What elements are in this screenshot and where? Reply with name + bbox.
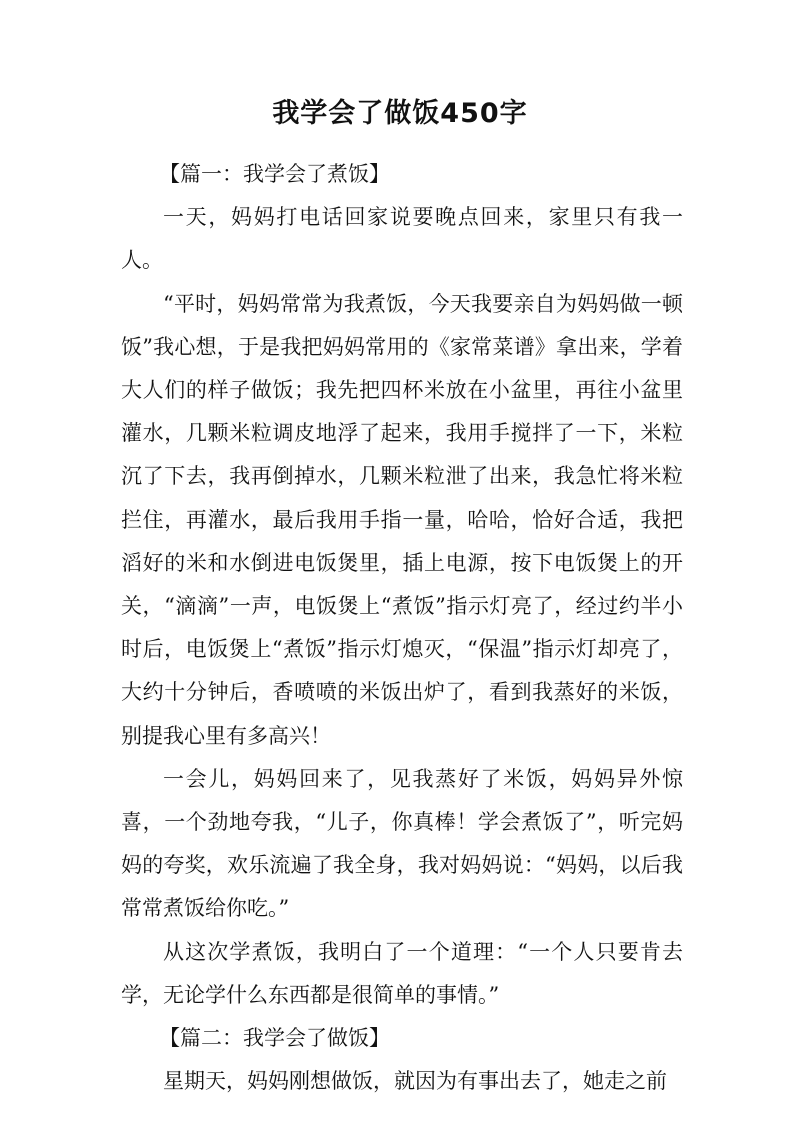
paragraph-5: 星期天，妈妈刚想做饭，就因为有事出去了，她走之前 <box>163 1069 667 1094</box>
document-body <box>121 153 683 1103</box>
paragraph-4: 从这次学煮饭，我明白了一个道理：“一个人只要肯去学，无论学什么东西都是很简单的事情。” <box>121 939 683 1007</box>
paragraph-1: 一天，妈妈打电话回家说要晚点回来，家里只有我一人。 <box>121 205 683 273</box>
paragraph-2: “平时，妈妈常常为我煮饭，今天我要亲自为妈妈做一顿饭”我心想，于是我把妈妈常用的《家常菜谱》拿出来，学着大人们的样子做饭；我先把四杯米放在小盆里，再往小盆里灌水，几颗米粒调皮地浮了起来，我用手搅拌了一下，米粒沉了下去，我再倒掉水，几颗米粒泄了出来，我急忙将米粒拦住，再灌水，最后我用手指一量，哈哈，恰好合适，我把滔好的米和水倒进电饭煲里，插上电源，按下电饭煲上的开关，“滴滴”一声，电饭煲上“煮饭”指示灯亮了，经过约半小时后，电饭煲上“煮饭”指示灯熄灭，“保温”指示灯却亮了，大约十分钟后，香喷喷的米饭出炉了，看到我蒸好的米饭，别提我心里有多高兴！ <box>121 291 683 748</box>
section-heading-2: 【篇二：我学会了做饭】 <box>159 1026 390 1051</box>
paragraph-3: 一会儿，妈妈回来了，见我蒸好了米饭，妈妈异外惊喜，一个劲地夸我，“儿子，你真棒！学会煮饭了”，听完妈妈的夸奖，欢乐流遍了我全身，我对妈妈说：“妈妈，以后我常常煮饭给你吃。” <box>121 766 683 921</box>
document-title: 我学会了做饭450字 <box>272 98 528 129</box>
section-heading-1: 【篇一：我学会了煮饭】 <box>159 162 390 186</box>
